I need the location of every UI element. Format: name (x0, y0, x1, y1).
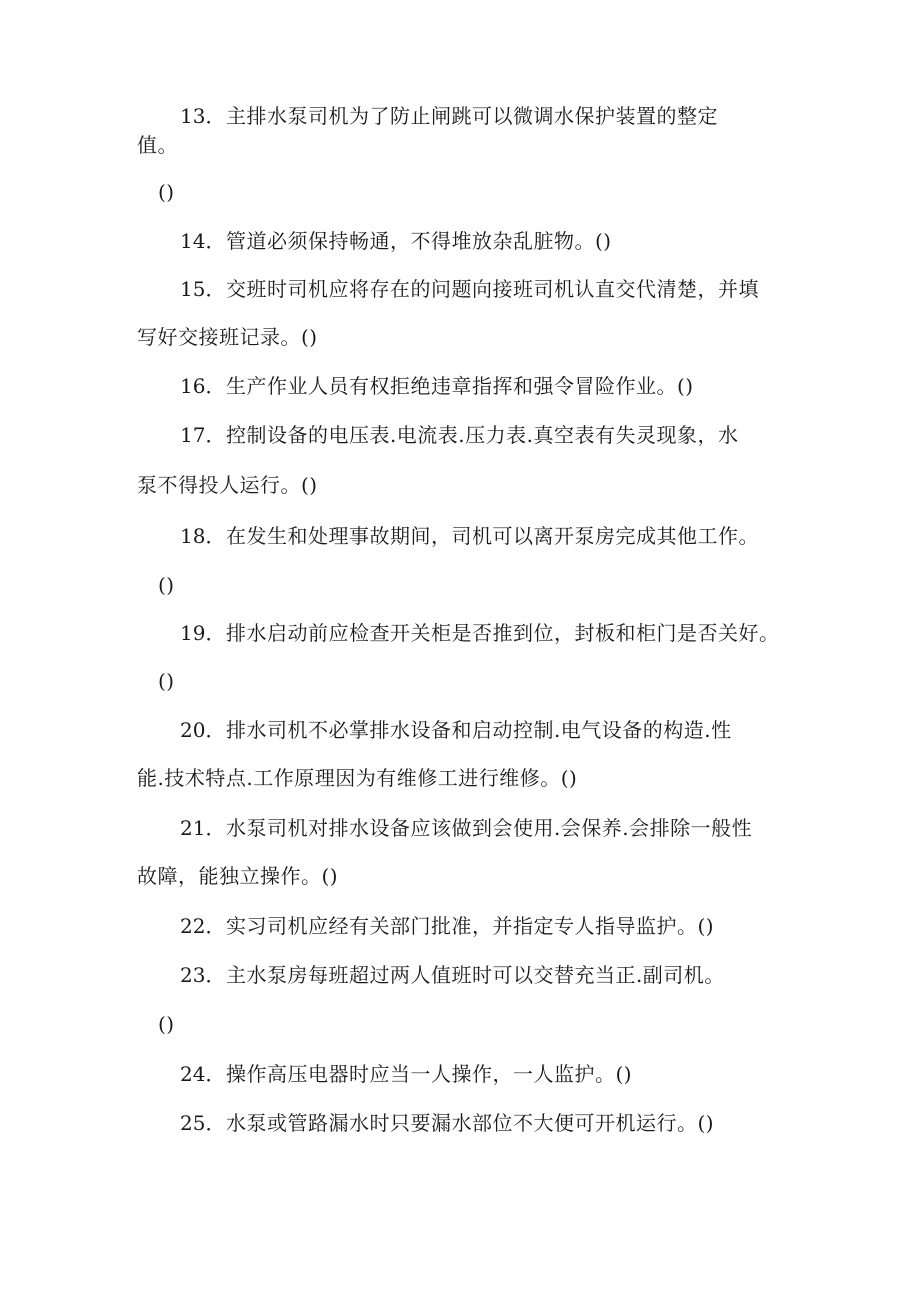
question-20-line-1 (180, 718, 732, 742)
question-15-line-2: 写好交接班记录。() (137, 325, 318, 349)
question-number: 17 (180, 423, 206, 447)
question-number: 15 (180, 277, 206, 301)
question-number: 19 (180, 621, 206, 645)
question-18-answer-blank: () (158, 573, 175, 597)
question-number: 23 (180, 963, 206, 987)
question-17-line-2: 泵不得投人运行。() (137, 473, 318, 497)
question-text: ．交班时司机应将存在的问题向接班司机认直交代清楚，并填 (205, 277, 759, 301)
question-number: 13 (180, 104, 206, 128)
question-number: 16 (180, 374, 206, 398)
question-19-answer-blank: () (158, 669, 175, 693)
question-text: ．操作高压电器时应当一人操作，一人监护。() (205, 1062, 633, 1086)
question-text: ．主水泵房每班超过两人值班时可以交替充当正.副司机。 (205, 963, 725, 987)
question-number: 14 (180, 229, 206, 253)
question-23-line-1 (180, 963, 725, 987)
question-text: ．水泵司机对排水设备应该做到会使用.会保养.会排除一般性 (205, 816, 753, 840)
question-text: ．排水启动前应检查开关柜是否推到位，封板和柜门是否关好。 (205, 621, 780, 645)
question-text: ．管道必须保持畅通，不得堆放杂乱脏物。() (205, 229, 612, 253)
question-number: 21 (180, 816, 206, 840)
question-20-line-2: 能.技术特点.工作原理因为有维修工进行维修。() (137, 766, 578, 790)
question-13-answer-blank: () (158, 180, 175, 204)
question-text: ．主排水泵司机为了防止闸跳可以微调水保护装置的整定 (205, 104, 718, 128)
question-16-line-1 (180, 374, 694, 398)
question-text: ．排水司机不必掌排水设备和启动控制.电气设备的构造.性 (205, 718, 732, 742)
question-text: ．在发生和处理事故期间，司机可以离开泵房完成其他工作。 (205, 524, 759, 548)
question-21-line-1 (180, 816, 752, 840)
question-18-line-1 (180, 524, 759, 548)
question-15-line-1 (180, 277, 759, 301)
question-21-line-2: 故障，能独立操作。() (137, 864, 339, 888)
question-25-line-1 (180, 1111, 714, 1135)
question-22-line-1 (180, 914, 714, 938)
question-number: 20 (180, 718, 206, 742)
question-number: 25 (180, 1111, 206, 1135)
question-number: 18 (180, 524, 206, 548)
question-text: ．水泵或管路漏水时只要漏水部位不大便可开机运行。() (205, 1111, 715, 1135)
question-text: ．控制设备的电压表.电流表.压力表.真空表有失灵现象，水 (205, 423, 739, 447)
question-24-line-1 (180, 1062, 632, 1086)
question-19-line-1 (180, 621, 779, 645)
question-text: ．生产作业人员有权拒绝违章指挥和强令冒险作业。() (205, 374, 694, 398)
question-text: ．实习司机应经有关部门批准，并指定专人指导监护。() (205, 914, 715, 938)
question-14-line-1 (180, 229, 612, 253)
question-number: 24 (180, 1062, 206, 1086)
question-17-line-1 (180, 423, 739, 447)
question-13-line-1 (180, 104, 718, 128)
question-13-line-2: 值。 (137, 133, 178, 157)
question-23-answer-blank: () (158, 1012, 175, 1036)
question-number: 22 (180, 914, 206, 938)
